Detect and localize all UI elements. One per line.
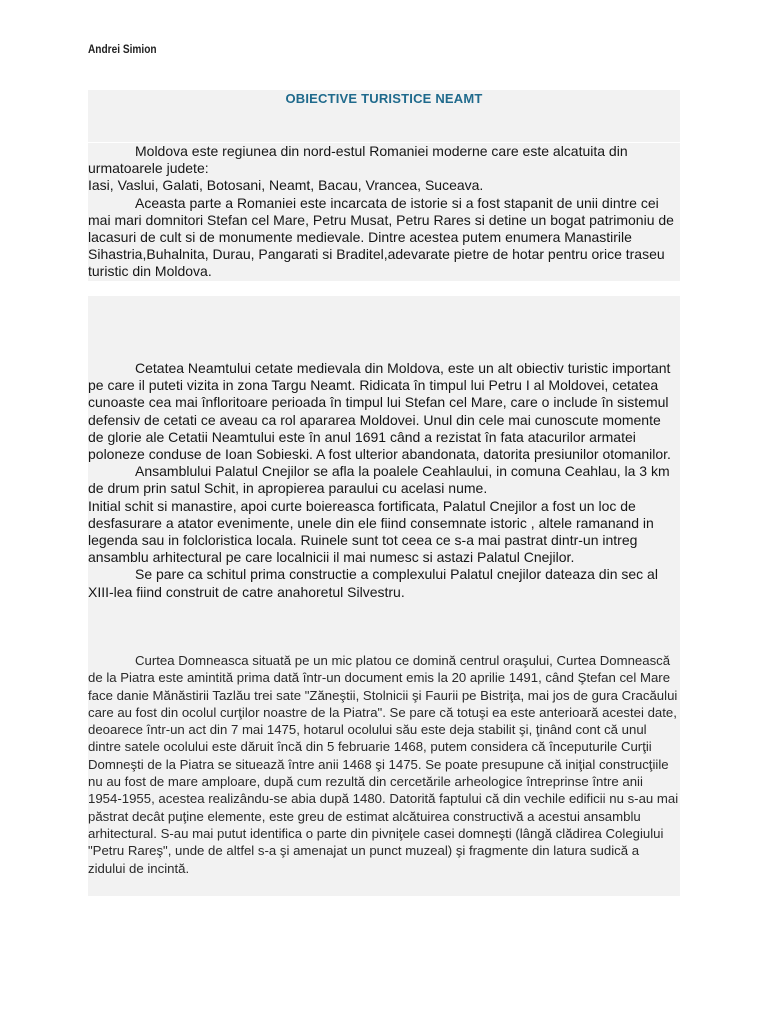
- paragraph: Ansamblului Palatul Cnejilor se afla la poalele Ceahlaului, in comuna Ceahlau, la 3 km de drum prin satul Schit, in apropierea paraului cu acelasi nume.: [88, 463, 670, 497]
- paragraph: Cetatea Neamtului cetate medievala din Moldova, este un alt obiectiv turistic important pe care il puteti vizita in zona Targu Neamt. Ridicata în timpul lui Petru I al Moldovei, cetatea cunoaste cea mai înfloritoare perioada în timpul lui Stefan cel Mare, care o include în sistemul defensiv de cetati ce aveau ca rol apararea Moldovei. Unul din cele mai cunoscute momente de glorie ale Cetatii Neamtului este în anul 1691 când a rezistat în fata atacurilor armatei poloneze conduse de Ioan Sobieski. A fost ulterior abandonata, datorita presiunilor otomanilor.: [88, 360, 671, 463]
- paragraph: Iasi, Vaslui, Galati, Botosani, Neamt, Bacau, Vrancea, Suceava.: [88, 177, 484, 194]
- section-curtea-domneasca: [88, 652, 680, 877]
- section-cetatea-neamt: [88, 360, 680, 601]
- paragraph: Aceasta parte a Romaniei este incarcata de istorie si a fost stapanit de unii dintre cei mai mari domnitori Stefan cel Mare, Petru Musat, Petru Rares si detine un bogat patrimoniu de lacasuri de cult si de monumente medievale. Dintre acestea putem enumera Manastirile Sihastria,Buhalnita, Durau, Pangarati si Braditel,adevarate pietre de hotar pentru orice traseu turistic din Moldova.: [88, 194, 674, 280]
- document-author: Andrei Simion: [88, 44, 157, 56]
- section-moldova-intro: [88, 143, 680, 281]
- paragraph: Initial schit si manastire, apoi curte boiereasca fortificata, Palatul Cnejilor a fost un loc de desfasurare a atator evenimente, unele din ele fiind consemnate istoric , altele ramanand in legenda sau in folcloristica locala. Ruinele sunt tot ceea ce s-a mai pastrat dintr-un intreg ansamblu arhitectural pe care localnicii il mai numesc si astazi Palatul Cnejilor.: [88, 497, 654, 566]
- paragraph: Moldova este regiunea din nord-estul Romaniei moderne care este alcatuita din urmatoarele judete:: [88, 143, 628, 177]
- paragraph: Curtea Domneasca situată pe un mic platou ce domină centrul oraşului, Curtea Domnească de la Piatra este amintită prima dată într-un document emis la 20 aprilie 1491, când Ştefan cel Mare face danie Mănăstirii Tazlău trei sate "Zăneştii, Stolnicii şi Faurii pe Bistriţa, mai jos de gura Cracăului care au fost din ocolul curţilor noastre de la Piatra". Se pare că totuşi ea este anterioară acestei date, deoarece într-un act din 7 mai 1475, hotarul ocolului său este deja stabilit şi, ţinând cont că unul dintre satele ocolului este dăruit încă din 5 februarie 1468, putem considera că începuturile Curţii Domneşti de la Piatra se situează între anii 1468 şi 1475. Se poate presupune că iniţial construcţiile nu au fost de mare amploare, după cum rezultă din cercetările arheologice întreprinse între anii 1954-1955, acestea realizându-se abia după 1480. Datorită faptului că din vechile edificii nu s-au mai păstrat decât puţine elemente, este greu de estimat alcătuirea constructivă a acestui ansamblu arhitectural. S-au mai putut identifica o parte din pivniţele casei domneşti (lângă clădirea Colegiului "Petru Rareş", unde de altfel s-a şi amenajat un punct muzeal) şi fragmente din latura sudică a zidului de incintă.: [88, 653, 679, 876]
- document-title: OBIECTIVE TURISTICE NEAMT: [285, 91, 483, 106]
- paragraph: Se pare ca schitul prima constructie a complexului Palatul cnejilor dateaza din sec al XIII-lea fiind construit de catre anahoretul Silvestru.: [88, 566, 658, 600]
